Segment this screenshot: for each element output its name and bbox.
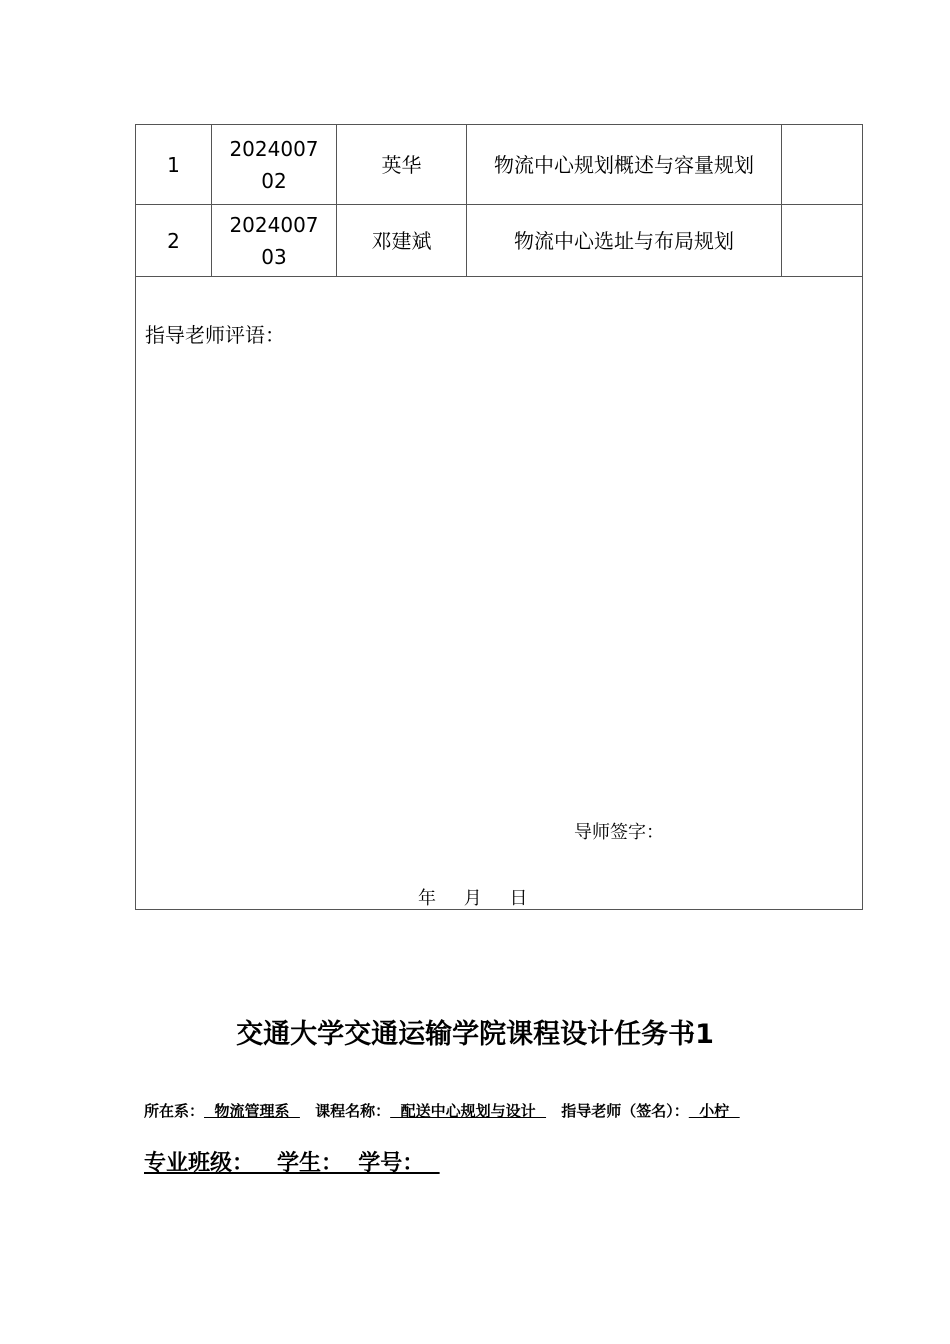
course-value: 配送中心规划与设计 <box>390 1102 547 1120</box>
extra-cell <box>782 125 863 205</box>
table-row <box>136 205 863 277</box>
student-id: 2024007 03 <box>212 205 337 277</box>
student-id: 2024007 02 <box>212 125 337 205</box>
comment-label: 指导老师评语： <box>145 323 285 347</box>
row-index: 1 <box>136 125 212 205</box>
date-day-label: 日 <box>509 888 528 909</box>
student-name: 邓建斌 <box>337 205 467 277</box>
advisor-value: 小柠 <box>688 1102 740 1120</box>
class-student-line: 专业班级： 学生： 学号： <box>144 1151 440 1176</box>
document-title: 交通大学交通运输学院课程设计任务书1 <box>236 1019 714 1050</box>
design-topic: 物流中心选址与布局规划 <box>467 205 782 277</box>
row-index: 2 <box>136 205 212 277</box>
advisor-comment-box <box>135 276 863 910</box>
department-label: 所在系： <box>144 1102 205 1120</box>
department-value: 物流管理系 <box>204 1102 300 1120</box>
date-year-label: 年 <box>418 888 436 909</box>
course-label: 课程名称： <box>315 1102 391 1120</box>
date-month-label: 月 <box>463 888 482 909</box>
date-line <box>418 884 549 910</box>
student-roster-table <box>135 124 863 277</box>
course-info-line <box>144 1100 740 1121</box>
student-name: 英华 <box>337 125 467 205</box>
design-topic: 物流中心规划概述与容量规划 <box>467 125 782 205</box>
table-row <box>136 125 863 205</box>
advisor-label: 指导老师（签名）： <box>561 1102 689 1120</box>
signature-label: 导师签字： <box>574 822 664 843</box>
extra-cell <box>782 205 863 277</box>
